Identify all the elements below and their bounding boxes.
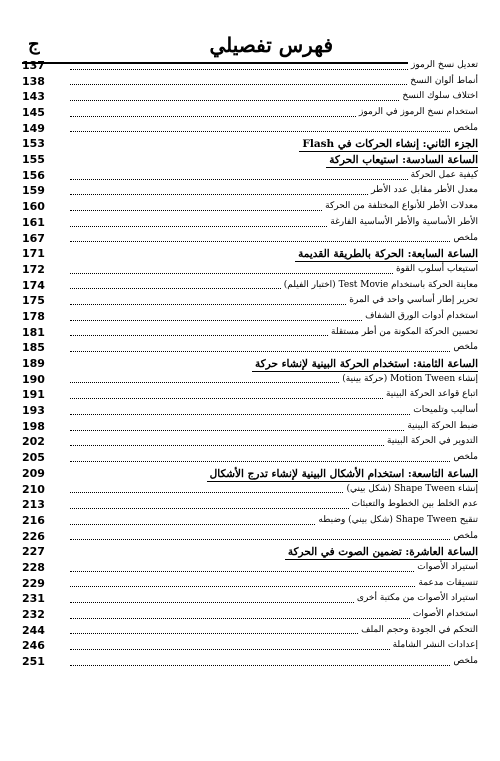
toc-list: [22, 58, 478, 670]
toc-page-number: 160: [22, 200, 45, 214]
toc-entry: [22, 199, 478, 215]
toc-entry-title: إنشاء Motion Tween (حركة بينية): [339, 372, 478, 388]
dot-leader: [70, 100, 399, 101]
dot-leader: [70, 335, 328, 336]
toc-entry-title: الساعة السادسة: استيعاب الحركة: [326, 153, 478, 168]
dot-leader: [70, 649, 390, 650]
toc-entry-title: استخدام نسخ الرموز في الرموز: [356, 105, 478, 121]
toc-entry-title: ملخص: [450, 450, 478, 466]
toc-page-number: 226: [22, 529, 45, 543]
toc-page-number: 161: [22, 215, 45, 229]
toc-page-number: 227: [22, 545, 45, 559]
toc-page-number: 137: [22, 58, 45, 72]
toc-entry-title: إنشاء Shape Tween (شكل بيني): [343, 482, 478, 498]
toc-entry-title: معدلات الأطر للأنواع المختلفة من الحركة: [322, 199, 478, 215]
dot-leader: [70, 492, 343, 493]
toc-page-number: 189: [22, 357, 45, 371]
toc-entry-title: الساعة الثامنة: استخدام الحركة البينية لإنشاء حركة: [252, 357, 478, 372]
toc-entry: [22, 262, 478, 278]
toc-entry: [22, 387, 478, 403]
toc-entry: [22, 529, 478, 545]
dot-leader: [70, 508, 349, 509]
dot-leader: [70, 69, 408, 70]
toc-entry-title: ملخص: [450, 654, 478, 670]
toc-entry-title: الساعة التاسعة: استخدام الأشكال البينية لإنشاء تدرج الأشكال: [207, 467, 478, 482]
dot-leader: [70, 131, 450, 132]
dot-leader: [70, 633, 358, 634]
toc-page-number: 149: [22, 121, 45, 135]
toc-page-number: 216: [22, 513, 45, 527]
toc-entry: [22, 278, 478, 294]
toc-entry: [22, 591, 478, 607]
dot-leader: [70, 524, 315, 525]
toc-entry-title: عدم الخلط بين الخطوط والتعبئات: [349, 497, 478, 513]
toc-page-number: 167: [22, 231, 45, 245]
dot-leader: [70, 226, 327, 227]
toc-entry: [22, 231, 478, 247]
toc-entry-title: تعديل نسخ الرموز: [408, 58, 478, 74]
toc-entry-title: أساليب وتلميحات: [410, 403, 478, 419]
toc-entry-title: إعدادات النشر الشاملة: [390, 638, 478, 654]
toc-entry: [22, 74, 478, 90]
toc-page-number: 171: [22, 247, 45, 261]
toc-page-number: 181: [22, 325, 45, 339]
toc-entry: [22, 560, 478, 576]
dot-leader: [70, 304, 346, 305]
toc-page-number: 159: [22, 184, 45, 198]
toc-entry-title: تحسين الحركة المكونة من أطر مستقلة: [328, 325, 478, 341]
toc-page-number: 231: [22, 592, 45, 606]
toc-entry: [22, 168, 478, 184]
toc-page-number: 198: [22, 419, 45, 433]
dot-leader: [70, 288, 281, 289]
toc-entry: [22, 184, 478, 200]
toc-page-number: 174: [22, 278, 45, 292]
toc-entry-title: ملخص: [450, 340, 478, 356]
toc-entry-title: استيعاب أسلوب القوة: [393, 262, 478, 278]
toc-page-number: 213: [22, 498, 45, 512]
toc-entry-title: الساعة السابعة: الحركة بالطريقة القديمة: [295, 247, 478, 262]
toc-page-number: 228: [22, 560, 45, 574]
toc-page-number: 155: [22, 153, 45, 167]
dot-leader: [70, 320, 362, 321]
toc-entry-title: التدوير في الحركة البينية: [384, 434, 478, 450]
toc-entry: [22, 576, 478, 592]
toc-entry-title: ملخص: [450, 231, 478, 247]
dot-leader: [70, 602, 354, 603]
dot-leader: [70, 382, 339, 383]
toc-page-number: 143: [22, 90, 45, 104]
toc-page-number: 232: [22, 608, 45, 622]
toc-entry-title: معدل الأطر مقابل عدد الأطر: [368, 183, 478, 199]
dot-leader: [70, 539, 450, 540]
toc-hour-heading: [22, 544, 478, 560]
toc-page-number: 190: [22, 372, 45, 386]
toc-page-number: 210: [22, 482, 45, 496]
toc-entry: [22, 450, 478, 466]
dot-leader: [70, 194, 368, 195]
toc-entry-title: ضبط الحركة البينية: [404, 419, 478, 435]
toc-entry: [22, 105, 478, 121]
toc-entry-title: تنسيقات مدعمة: [415, 576, 478, 592]
toc-entry-title: معاينة الحركة باستخدام Test Movie (اختبار الفيلم): [281, 278, 478, 294]
toc-page-number: 175: [22, 294, 45, 308]
toc-entry: [22, 58, 478, 74]
toc-hour-heading: [22, 466, 478, 482]
dot-leader: [70, 665, 450, 666]
toc-entry: [22, 215, 478, 231]
dot-leader: [70, 571, 414, 572]
dot-leader: [70, 461, 450, 462]
toc-page-number: 202: [22, 435, 45, 449]
toc-page-number: 145: [22, 106, 45, 120]
toc-entry-title: تنقيح Shape Tween (شكل بيني) وضبطه: [315, 513, 478, 529]
toc-entry: [22, 497, 478, 513]
toc-page-number: 172: [22, 262, 45, 276]
toc-page-number: 209: [22, 466, 45, 480]
toc-page-number: 251: [22, 655, 45, 669]
toc-entry: [22, 638, 478, 654]
toc-entry: [22, 309, 478, 325]
toc-entry-title: ملخص: [450, 529, 478, 545]
dot-leader: [70, 414, 410, 415]
toc-entry-title: تحرير إطار أساسي واحد في المرة: [346, 293, 478, 309]
toc-entry-title: ملخص: [450, 121, 478, 137]
dot-leader: [70, 445, 384, 446]
toc-page-number: 193: [22, 404, 45, 418]
dot-leader: [70, 430, 404, 431]
toc-entry: [22, 372, 478, 388]
toc-entry-title: استخدام أدوات الورق الشفاف: [362, 309, 478, 325]
toc-page-number: 185: [22, 341, 45, 355]
toc-page-number: 205: [22, 451, 45, 465]
toc-entry-title: الجزء الثاني: إنشاء الحركات في Flash: [299, 137, 478, 152]
toc-entry: [22, 513, 478, 529]
toc-hour-heading: [22, 246, 478, 262]
toc-entry: [22, 623, 478, 639]
dot-leader: [70, 84, 407, 85]
toc-page-number: 156: [22, 168, 45, 182]
toc-page-number: 244: [22, 623, 45, 637]
dot-leader: [70, 241, 450, 242]
dot-leader: [70, 398, 383, 399]
dot-leader: [70, 116, 356, 117]
toc-entry: [22, 607, 478, 623]
toc-entry: [22, 325, 478, 341]
dot-leader: [70, 179, 408, 180]
toc-entry: [22, 482, 478, 498]
toc-entry-title: استخدام الأصوات: [410, 607, 478, 623]
toc-entry: [22, 340, 478, 356]
toc-entry-title: اتباع قواعد الحركة البينية: [383, 387, 478, 403]
toc-entry-title: الأطر الأساسية والأطر الأساسية الفارغة: [327, 215, 478, 231]
toc-entry-title: أنماط ألوان النسخ: [407, 74, 478, 90]
page-letter: ج: [28, 34, 40, 55]
toc-page-number: 246: [22, 639, 45, 653]
toc-page-number: 191: [22, 388, 45, 402]
toc-part-heading: [22, 136, 478, 152]
dot-leader: [70, 351, 450, 352]
toc-entry: [22, 121, 478, 137]
toc-entry-title: اختلاف سلوك النسخ: [399, 89, 478, 105]
dot-leader: [70, 586, 415, 587]
toc-page-number: 229: [22, 576, 45, 590]
dot-leader: [70, 273, 393, 274]
toc-hour-heading: [22, 152, 478, 168]
dot-leader: [70, 210, 322, 211]
page-title: فهرس تفصيلي: [209, 33, 333, 57]
toc-entry: [22, 403, 478, 419]
toc-entry-title: كيفية عمل الحركة: [408, 168, 478, 184]
toc-entry-title: استيراد الأصوات: [414, 560, 478, 576]
toc-entry: [22, 435, 478, 451]
toc-entry-title: الساعة العاشرة: تضمين الصوت في الحركة: [285, 545, 478, 560]
toc-page-number: 178: [22, 309, 45, 323]
toc-page-number: 153: [22, 137, 45, 151]
toc-entry-title: التحكم في الجودة وحجم الملف: [358, 623, 478, 639]
toc-page-number: 138: [22, 74, 45, 88]
toc-hour-heading: [22, 356, 478, 372]
toc-entry: [22, 654, 478, 670]
toc-entry: [22, 293, 478, 309]
dot-leader: [70, 618, 410, 619]
toc-entry: [22, 89, 478, 105]
toc-entry: [22, 419, 478, 435]
toc-entry-title: استيراد الأصوات من مكتبة أخرى: [354, 591, 478, 607]
